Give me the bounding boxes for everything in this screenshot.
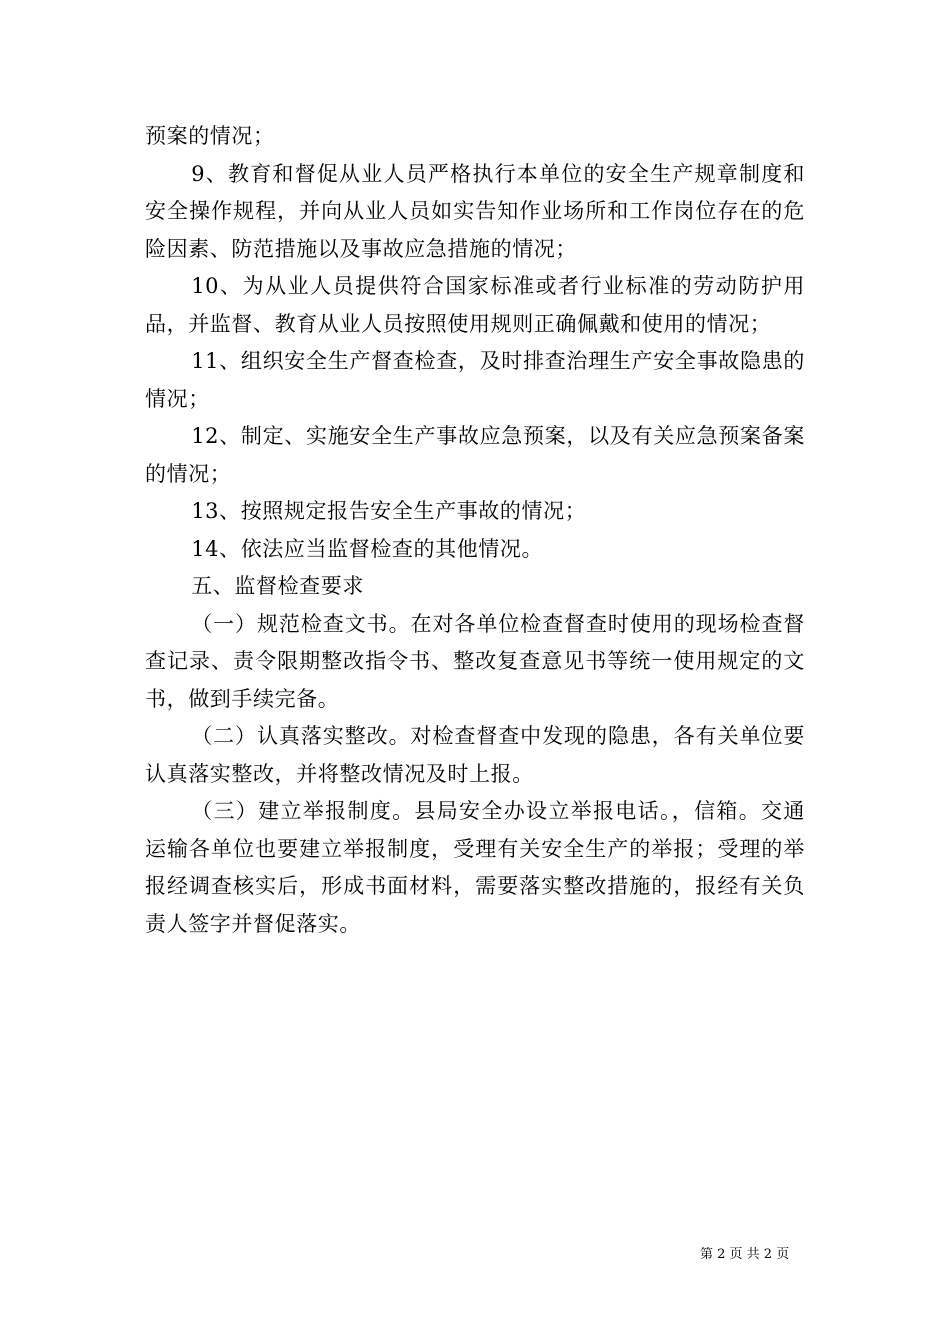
section-heading-requirements: 五、监督检查要求 [191,574,364,598]
page-number-footer: 第 2 页 共 2 页 [700,1247,790,1262]
paragraph-continuation: 预案的情况； [145,124,275,148]
paragraph-requirement-1: （一）规范检查文书。在对各单位检查督查时使用的现场检查督查记录、责令限期整改指令书、整改复查意见书等统一使用规定的文书，做到手续完备。 [145,611,805,711]
paragraph-item-14: 14、依法应当监督检查的其他情况。 [191,536,544,561]
document-body [145,118,805,943]
paragraph-item-13: 13、按照规定报告安全生产事故的情况； [191,499,587,523]
paragraph-requirement-3: （三）建立举报制度。县局安全办设立举报电话。，信箱。交通运输各单位也要建立举报制度，受理有关安全生产的举报；受理的举报经调查核实后，形成书面材料，需要落实整改措施的，报经有关负责人签字并督促落实。 [145,799,805,936]
paragraph-item-11: 11、组织安全生产督查检查，及时排查治理生产安全事故隐患的情况； [145,349,805,411]
paragraph-requirement-2: （二）认真落实整改。对检查督查中发现的隐患，各有关单位要认真落实整改，并将整改情况及时上报。 [145,724,805,786]
paragraph-item-9: 9、教育和督促从业人员严格执行本单位的安全生产规章制度和安全操作规程，并向从业人员如实告知作业场所和工作岗位存在的危险因素、防范措施以及事故应急措施的情况； [145,161,805,261]
paragraph-item-12: 12、制定、实施安全生产事故应急预案，以及有关应急预案备案的情况； [145,424,805,486]
paragraph-item-10: 10、为从业人员提供符合国家标准或者行业标准的劳动防护用品，并监督、教育从业人员按照使用规则正确佩戴和使用的情况； [145,274,805,336]
